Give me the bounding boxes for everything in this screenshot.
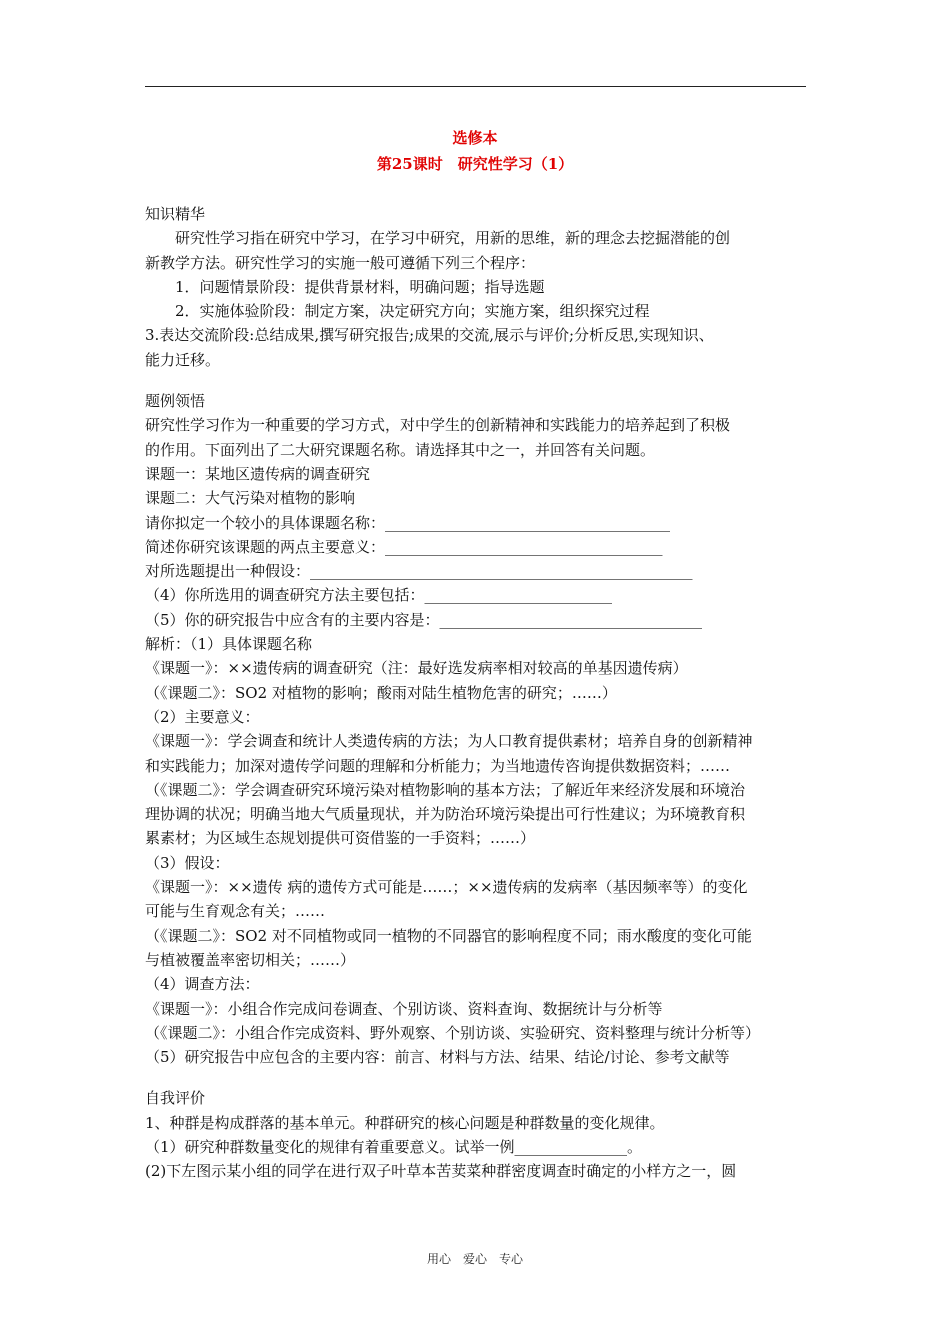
text-line: 《课题一》：××遗传病的调查研究（注：最好选发病率相对较高的单基因遗传病）	[145, 659, 688, 678]
text-line: （《课题二》：学会调查研究环境污染对植物影响的基本方法；了解近年来经济发展和环境治	[145, 780, 746, 799]
text-line: 简述你研究该课题的两点主要意义：_____________________________________	[145, 537, 663, 556]
text-line: 累素材；为区域生态规划提供可资借鉴的一手资料；……）	[145, 829, 536, 848]
section-gap	[145, 1069, 807, 1086]
text-line: （4）调查方法：	[145, 975, 260, 994]
text-line: 和实践能力；加深对遗传学问题的理解和分析能力；为当地遗传咨询提供数据资料；……	[145, 756, 731, 775]
text-line: 1、种群是构成群落的基本单元。种群研究的核心问题是种群数量的变化规律。	[145, 1113, 665, 1132]
text-line: 2．实施体验阶段：制定方案，决定研究方向；实施方案，组织探究过程	[175, 302, 650, 321]
text-line: 与植被覆盖率密切相关；……）	[145, 950, 356, 969]
header-rule	[145, 86, 806, 87]
text-line: 研究性学习作为一种重要的学习方式，对中学生的创新精神和实践能力的培养起到了积极	[145, 416, 731, 435]
text-line: (2)下左图示某小组的同学在进行双子叶草本苦荬菜种群密度调查时确定的小样方之一，圆	[145, 1162, 737, 1181]
text-line: 课题一：某地区遗传病的调查研究	[145, 464, 371, 483]
text-line: （5）研究报告中应包含的主要内容：前言、材料与方法、结果、结论/讨论、参考文献等	[145, 1048, 730, 1067]
section-heading: 自我评价	[145, 1089, 206, 1108]
text-line: 的作用。下面列出了二大研究课题名称。请选择其中之一，并回答有关问题。	[145, 440, 656, 459]
text-line: 《课题一》：小组合作完成问卷调查、个别访谈、资料查询、数据统计与分析等	[145, 999, 663, 1018]
text-line: 课题二：大气污染对植物的影响	[145, 489, 356, 508]
text-line: （《课题二》：SO2 对不同植物或同一植物的不同器官的影响程度不同；雨水酸度的变化可能	[145, 926, 752, 945]
text-line: 对所选题提出一种假设：___________________________________________________	[145, 562, 693, 581]
text-line: 3.表达交流阶段:总结成果,撰写研究报告;成果的交流,展示与评价;分析反思,实现知识、	[145, 326, 714, 345]
text-line: 新教学方法。研究性学习的实施一般可遵循下列三个程序：	[145, 253, 536, 272]
document-body	[145, 202, 807, 1184]
book-title: 选修本	[452, 129, 498, 147]
text-line: 理协调的状况；明确当地大气质量现状，并为防治环境污染提出可行性建议；为环境教育积	[145, 805, 746, 824]
text-line: （1）研究种群数量变化的规律有着重要意义。试举一例_______________。	[145, 1137, 643, 1156]
text-line: 请你拟定一个较小的具体课题名称：______________________________________	[145, 513, 671, 532]
text-line: 可能与生育观念有关；……	[145, 902, 326, 921]
text-line: 能力迁移。	[145, 350, 221, 369]
text-line: 《课题一》：学会调查和统计人类遗传病的方法；为人口教育提供素材；培养自身的创新精神	[145, 732, 753, 751]
text-line: 《课题一》：××遗传 病的遗传方式可能是……；××遗传病的发病率（基因频率等）的变化	[145, 878, 748, 897]
text-line: （《课题二》：SO2 对植物的影响；酸雨对陆生植物危害的研究；……）	[145, 683, 617, 702]
section-heading: 题例领悟	[145, 392, 206, 411]
text-line: （2）主要意义：	[145, 707, 260, 726]
lesson-title: 第25课时 研究性学习（1）	[376, 155, 574, 173]
text-line: 研究性学习指在研究中学习，在学习中研究，用新的思维，新的理念去挖掘潜能的创	[175, 229, 731, 248]
text-line: （《课题二》：小组合作完成资料、野外观察、个别访谈、实验研究、资料整理与统计分析等）	[145, 1023, 761, 1042]
text-line: （4）你所选用的调查研究方法主要包括：_________________________	[145, 586, 613, 605]
text-line: （3）假设：	[145, 853, 230, 872]
section-gap	[145, 372, 807, 389]
section-heading: 知识精华	[145, 205, 206, 223]
text-line: （5）你的研究报告中应含有的主要内容是：___________________________________	[145, 610, 703, 629]
text-line: 解析：（1）具体课题名称	[145, 635, 313, 654]
page-footer: 用心 爱心 专心	[426, 1252, 523, 1266]
text-line: 1．问题情景阶段：提供背景材料，明确问题；指导选题	[175, 277, 545, 296]
